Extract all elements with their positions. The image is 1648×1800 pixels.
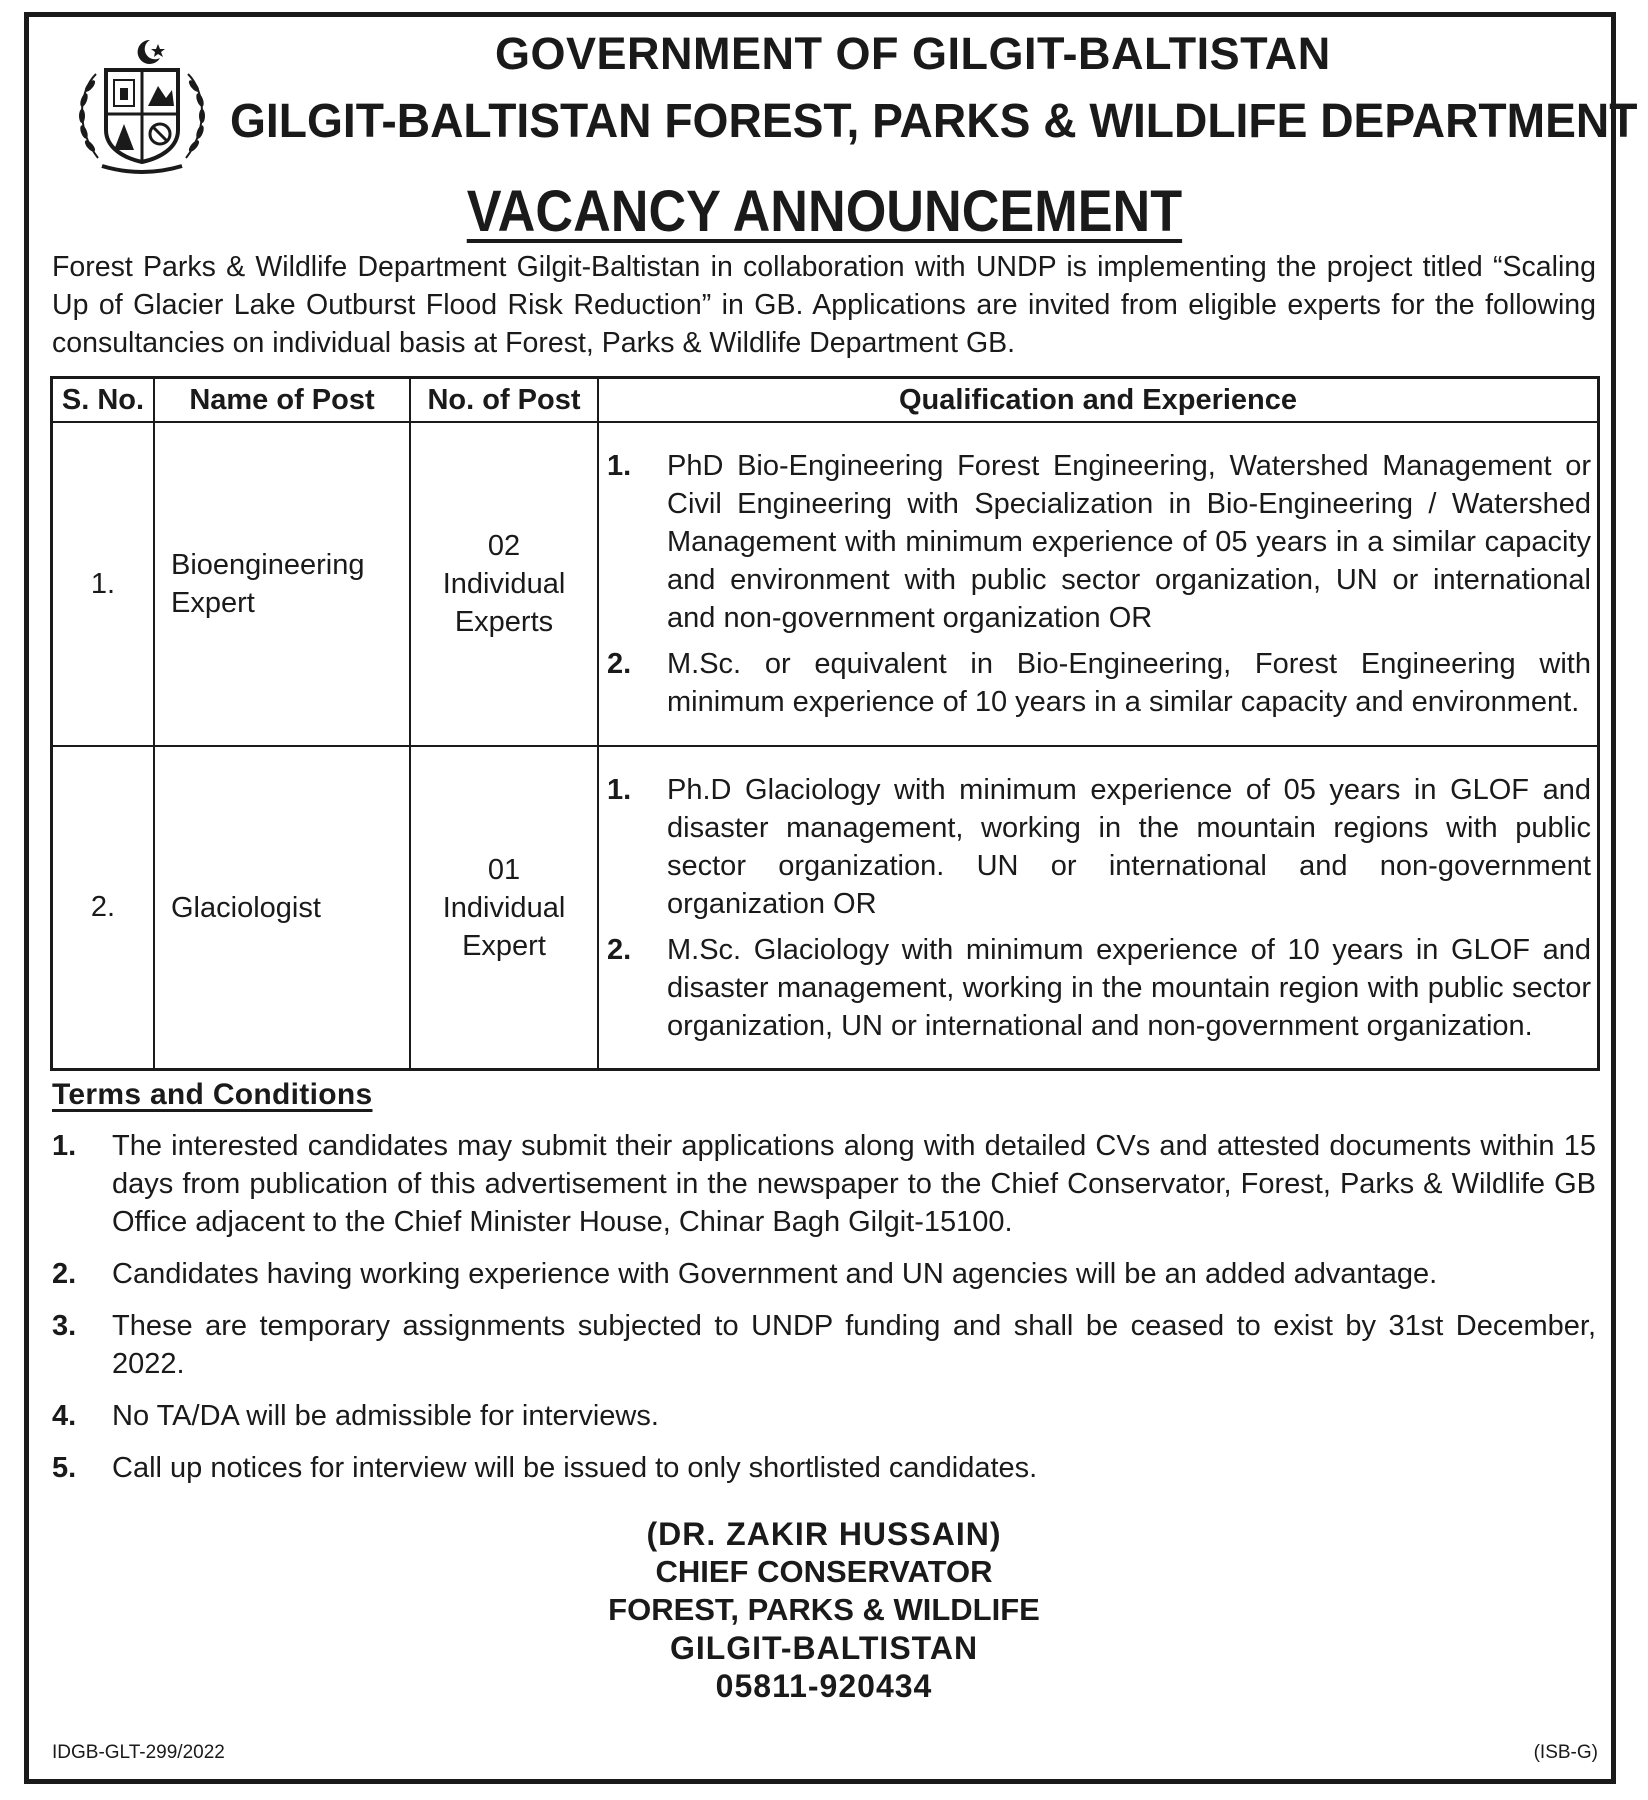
- row-qualifications: [598, 422, 1599, 746]
- list-item: 3. These are temporary assignments subjected to UNDP funding and shall be ceased to exist by 31st December, 2022.: [52, 1310, 1596, 1380]
- list-item: 5. Call up notices for interview will be issued to only shortlisted candidates.: [52, 1452, 1038, 1484]
- row-qualifications: [598, 746, 1599, 1070]
- column-header-sno: S. No.: [52, 378, 155, 423]
- row-sno: 2.: [52, 746, 155, 1070]
- column-header-name: Name of Post: [154, 378, 410, 423]
- signatory-region: GILGIT-BALTISTAN: [669, 1630, 979, 1666]
- reference-number: IDGB-GLT-299/2022: [52, 1742, 225, 1763]
- row-post-name: Bioengineering Expert: [154, 422, 410, 746]
- government-heading: GOVERNMENT OF GILGIT-BALTISTAN: [495, 28, 1331, 79]
- qualification-item: 2. M.Sc. Glaciology with minimum experience of 10 years in GLOF and disaster management, working in the mountain region with public sector organization, UN or international and non-government organization.: [607, 933, 1591, 1042]
- government-emblem-icon: [62, 30, 222, 182]
- table-row: [52, 422, 1599, 746]
- row-post-count: 02 Individual Experts: [410, 422, 598, 746]
- terms-heading: Terms and Conditions: [52, 1078, 373, 1111]
- signatory-office: FOREST, PARKS & WILDLIFE: [608, 1592, 1040, 1627]
- row-post-count: 01 Individual Expert: [410, 746, 598, 1070]
- signature-block: [0, 1515, 1648, 1705]
- list-item: 2. Candidates having working experience with Government and UN agencies will be an added advantage.: [52, 1258, 1438, 1290]
- qualification-item: 1. Ph.D Glaciology with minimum experience of 05 years in GLOF and disaster management, working in the mountain regions with public sector organization. UN or international and non-government organization OR: [607, 773, 1591, 920]
- vacancy-table: [50, 376, 1600, 1071]
- column-header-count: No. of Post: [410, 378, 598, 423]
- table-row: [52, 746, 1599, 1070]
- row-sno: 1.: [52, 422, 155, 746]
- signatory-designation: CHIEF CONSERVATOR: [655, 1554, 993, 1589]
- signatory-phone: 05811-920434: [715, 1668, 933, 1704]
- signatory-name: (DR. ZAKIR HUSSAIN): [646, 1516, 1002, 1552]
- row-post-name: Glaciologist: [154, 746, 410, 1070]
- list-item: 1. The interested candidates may submit their applications along with detailed CVs and attested documents within 15 days from publication of this advertisement in the newspaper to the Chief Conservator, Forest, Parks & Wildlife GB Office adjacent to the Chief Minister House, Chinar Bagh Gilgit-15100.: [52, 1130, 1596, 1238]
- terms-list: [52, 1127, 1596, 1501]
- page-title: VACANCY ANNOUNCEMENT: [466, 179, 1182, 244]
- list-item: 4. No TA/DA will be admissible for interviews.: [52, 1400, 659, 1432]
- department-heading: GILGIT-BALTISTAN FOREST, PARKS & WILDLIFE DEPARTMENT: [230, 95, 1638, 148]
- publisher-code: (ISB-G): [1533, 1742, 1598, 1763]
- table-header-row: [52, 378, 1599, 423]
- qualification-item: 1. PhD Bio-Engineering Forest Engineering, Watershed Management or Civil Engineering with Specialization in Bio-Engineering / Watershed Management with minimum experience of 05 years in a similar capacity and environment with public sector organization, UN or international and non-government organization OR: [607, 450, 1591, 634]
- column-header-qualification: Qualification and Experience: [598, 378, 1599, 423]
- qualification-item: 2. M.Sc. or equivalent in Bio-Engineering, Forest Engineering with minimum experience of 10 years in a similar capacity and environment.: [607, 648, 1591, 718]
- intro-paragraph: Forest Parks & Wildlife Department Gilgit-Baltistan in collaboration with UNDP is implementing the project titled “Scaling Up of Glacier Lake Outburst Flood Risk Reduction” in GB. Applications are invited from eligible experts for the following consultancies on individual basis at Forest, Parks & Wildlife Department GB.: [52, 251, 1596, 359]
